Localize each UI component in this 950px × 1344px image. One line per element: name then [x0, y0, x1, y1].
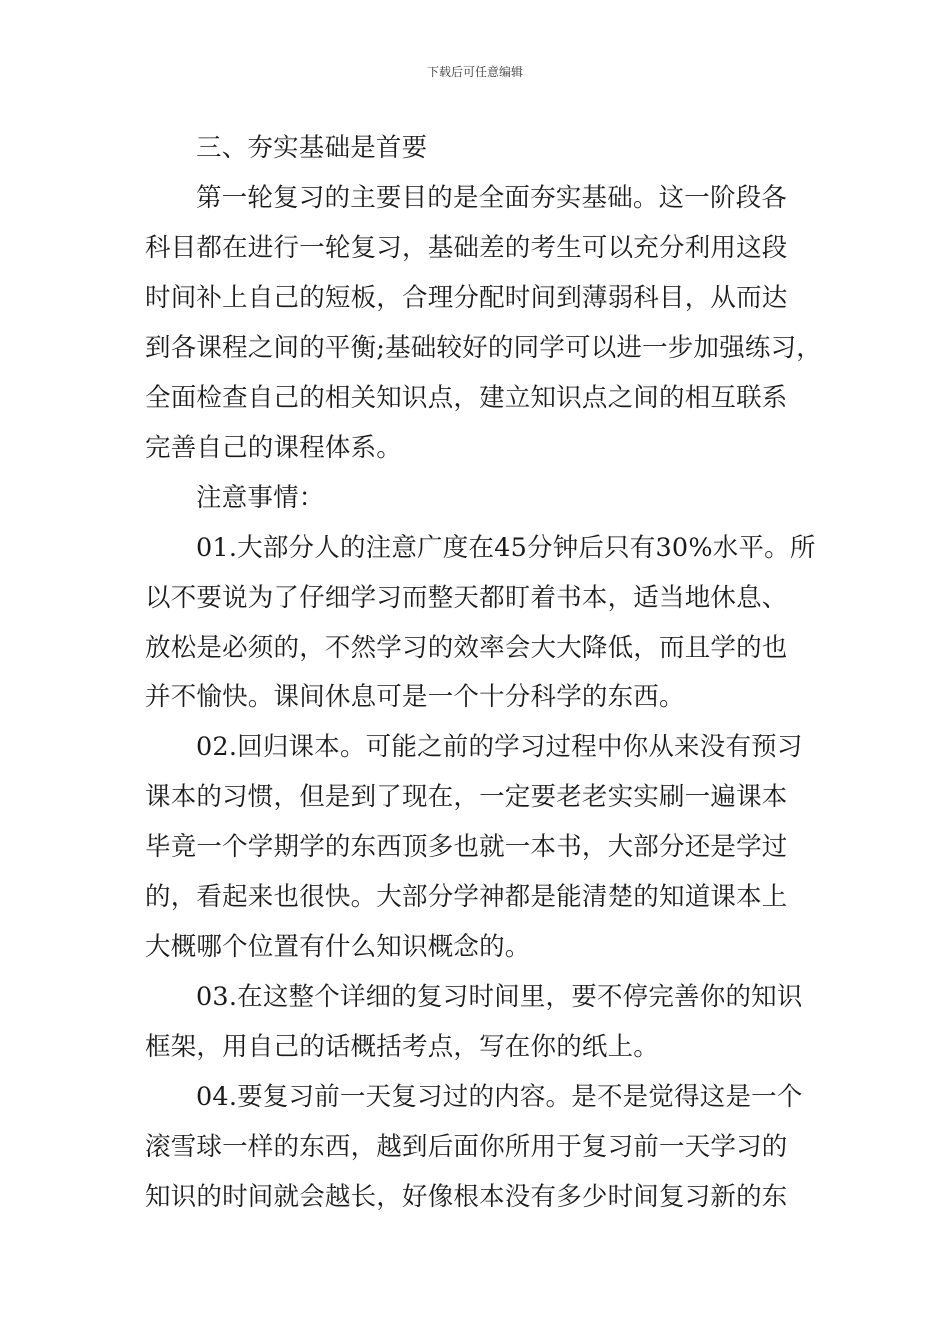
paragraph-line: 并不愉快。课间休息可是一个十分科学的东西。: [145, 682, 685, 712]
page-header: 下载后可任意编辑: [426, 65, 523, 79]
subheading: 注意事情：: [196, 483, 325, 513]
paragraph-line: 完善自己的课程体系。: [145, 433, 403, 463]
paragraph-line: 框架，用自己的话概括考点，写在你的纸上。: [145, 1032, 660, 1062]
paragraph-line: 放松是必须的，不然学习的效率会大大降低，而且学的也: [145, 633, 788, 663]
paragraph-line: 科目都在进行一轮复习，基础差的考生可以充分利用这段: [145, 233, 788, 263]
paragraph-line: 课本的习惯，但是到了现在，一定要老老实实刷一遍课本: [145, 782, 788, 812]
paragraph-line: 02.回归课本。可能之前的学习过程中你从来没有预习: [196, 732, 803, 762]
section-heading: 三、夯实基础是首要: [196, 133, 428, 163]
paragraph-line: 以不要说为了仔细学习而整天都盯着书本，适当地休息、: [145, 583, 788, 613]
paragraph-line: 知识的时间就会越长，好像根本没有多少时间复习新的东: [145, 1182, 788, 1212]
paragraph-line: 大概哪个位置有什么知识概念的。: [145, 932, 531, 962]
paragraph-line: 的，看起来也很快。大部分学神都是能清楚的知道课本上: [145, 882, 788, 912]
paragraph-line: 到各课程之间的平衡;基础较好的同学可以进一步加强练习，: [145, 333, 822, 363]
paragraph-line: 全面检查自己的相关知识点，建立知识点之间的相互联系: [145, 383, 788, 413]
paragraph-line: 第一轮复习的主要目的是全面夯实基础。这一阶段各: [196, 183, 788, 213]
paragraph-line: 04.要复习前一天复习过的内容。是不是觉得这是一个: [196, 1082, 803, 1112]
paragraph-line: 滚雪球一样的东西，越到后面你所用于复习前一天学习的: [145, 1132, 788, 1162]
paragraph-line: 时间补上自己的短板，合理分配时间到薄弱科目，从而达: [145, 283, 788, 313]
paragraph-line: 毕竟一个学期学的东西顶多也就一本书，大部分还是学过: [145, 832, 788, 862]
paragraph-line: 01.大部分人的注意广度在45分钟后只有30%水平。所: [196, 533, 816, 563]
paragraph-line: 03.在这整个详细的复习时间里，要不停完善你的知识: [196, 982, 803, 1012]
